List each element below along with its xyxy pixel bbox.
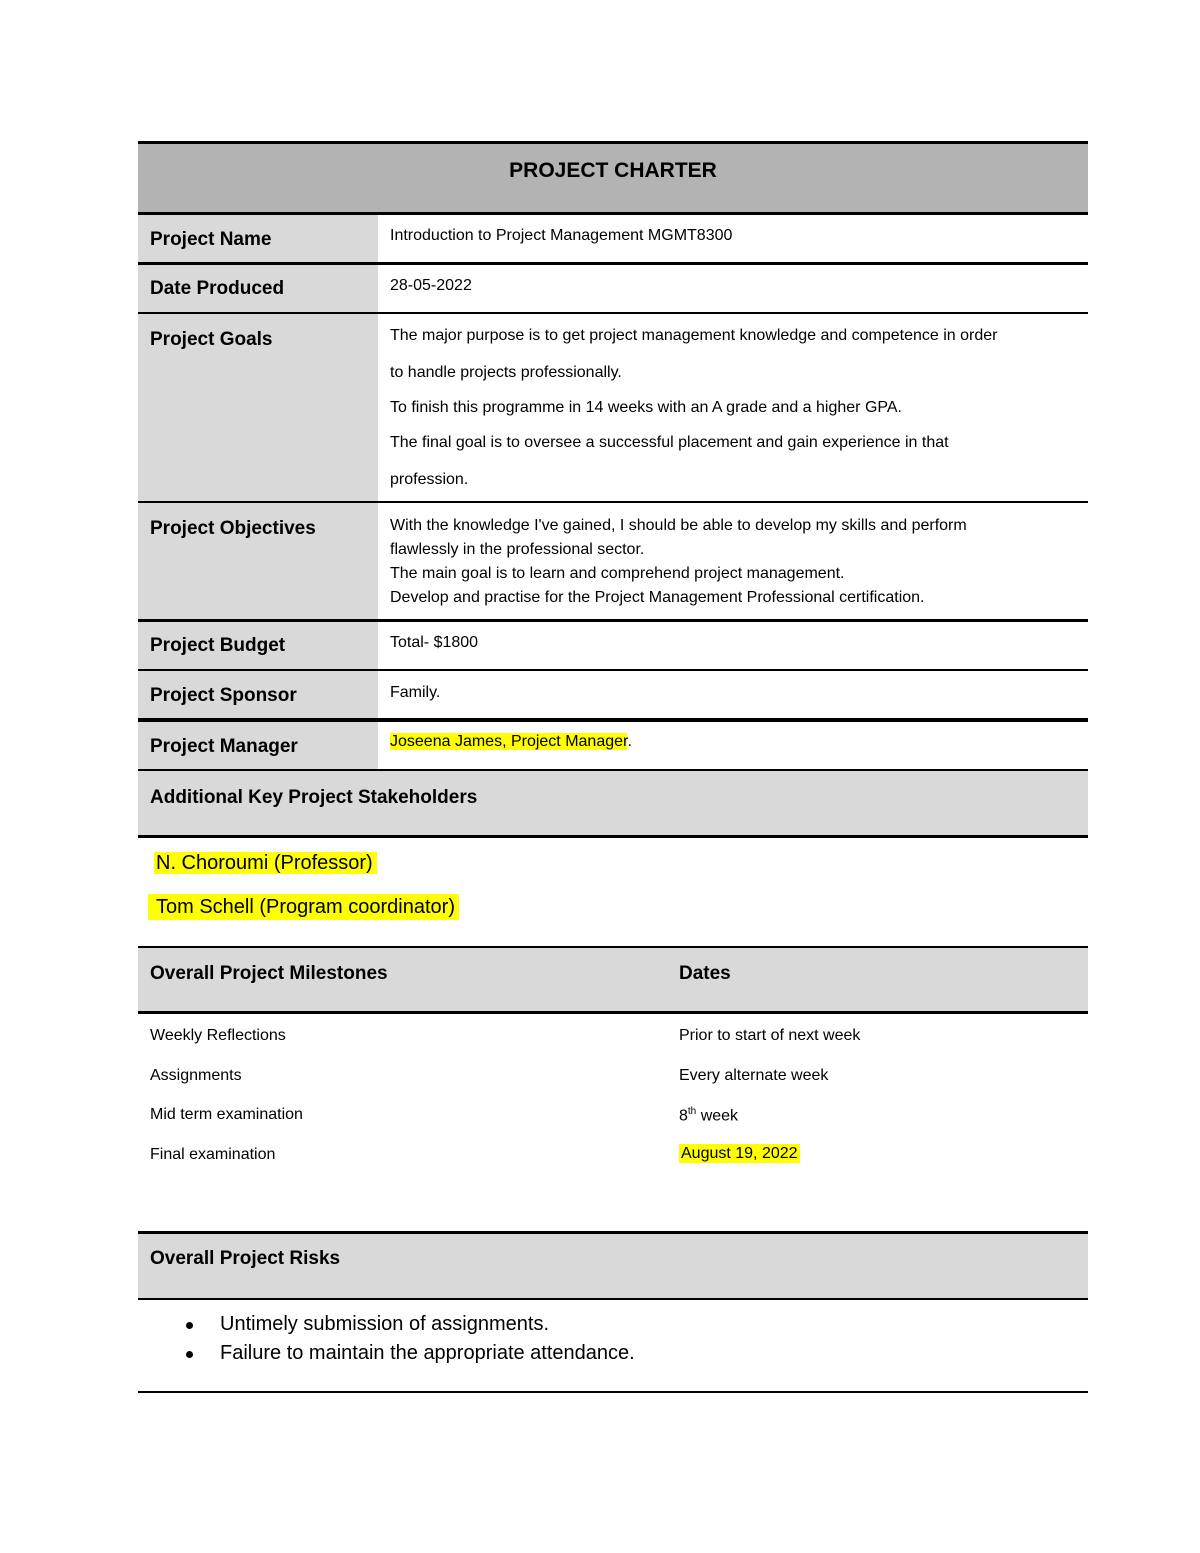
stakeholder-item (154, 852, 377, 875)
milestone-date: Every alternate week (679, 1067, 829, 1084)
milestone-name: Mid term examination (150, 1106, 303, 1123)
project-name-value: Introduction to Project Management MGMT8300 (390, 227, 733, 244)
charter-title: PROJECT CHARTER (509, 159, 717, 182)
highlighted-manager-name: Joseena James, Project Manager (390, 733, 628, 750)
milestone-name: Assignments (150, 1067, 242, 1084)
stakeholders-heading: Additional Key Project Stakeholders (150, 787, 478, 808)
milestone-date (679, 1145, 800, 1163)
final-exam-date: August 19, 2022 (681, 1145, 798, 1162)
date-number: 8 (679, 1107, 688, 1125)
milestone-date: Prior to start of next week (679, 1027, 861, 1044)
goal-line: to handle projects professionally. (390, 364, 622, 381)
divider (138, 835, 1088, 838)
goal-line: To finish this programme in 14 weeks with an A grade and a higher GPA. (390, 399, 902, 416)
stakeholder-name: N. Choroumi (Professor) (154, 852, 377, 874)
risks-heading: Overall Project Risks (150, 1248, 341, 1269)
date-superscript: th (687, 1106, 697, 1117)
risk-item: Untimely submission of assignments. (220, 1313, 550, 1335)
date-produced-value: 28-05-2022 (390, 277, 472, 294)
date-rest: week (696, 1107, 739, 1125)
goal-line: profession. (390, 471, 469, 488)
objective-line: Develop and practise for the Project Management Professional certification. (390, 589, 925, 606)
project-budget-value: Total- $1800 (390, 634, 479, 651)
bullet-icon (186, 1351, 193, 1358)
stakeholder-item (148, 896, 459, 919)
project-name-label: Project Name (150, 229, 272, 250)
project-sponsor-value: Family. (390, 684, 441, 701)
date-produced-label: Date Produced (150, 278, 285, 299)
goal-line: The major purpose is to get project management knowledge and competence in order (390, 327, 998, 344)
milestones-heading: Overall Project Milestones (150, 963, 388, 984)
milestone-name: Final examination (150, 1146, 276, 1163)
divider (138, 1011, 1088, 1014)
stakeholder-name: Tom Schell (Program coordinator) (148, 894, 459, 920)
dates-heading: Dates (679, 963, 731, 984)
risk-item: Failure to maintain the appropriate attendance. (220, 1342, 635, 1364)
project-sponsor-label: Project Sponsor (150, 685, 297, 706)
milestone-name: Weekly Reflections (150, 1027, 286, 1044)
objective-line: The main goal is to learn and comprehend project management. (390, 565, 845, 582)
objective-line: With the knowledge I've gained, I should be able to develop my skills and perform (390, 517, 967, 534)
bullet-icon (186, 1322, 193, 1329)
manager-suffix: . (627, 733, 632, 750)
project-objectives-label: Project Objectives (150, 518, 316, 539)
divider (138, 1298, 1088, 1300)
milestone-date (679, 1106, 738, 1125)
project-goals-label: Project Goals (150, 329, 273, 350)
project-budget-label: Project Budget (150, 635, 286, 656)
goal-line: The final goal is to oversee a successful placement and gain experience in that (390, 434, 949, 451)
bottom-border (138, 1391, 1088, 1393)
objective-line: flawlessly in the professional sector. (390, 541, 645, 558)
project-manager-value (390, 733, 632, 751)
project-manager-label: Project Manager (150, 736, 298, 757)
